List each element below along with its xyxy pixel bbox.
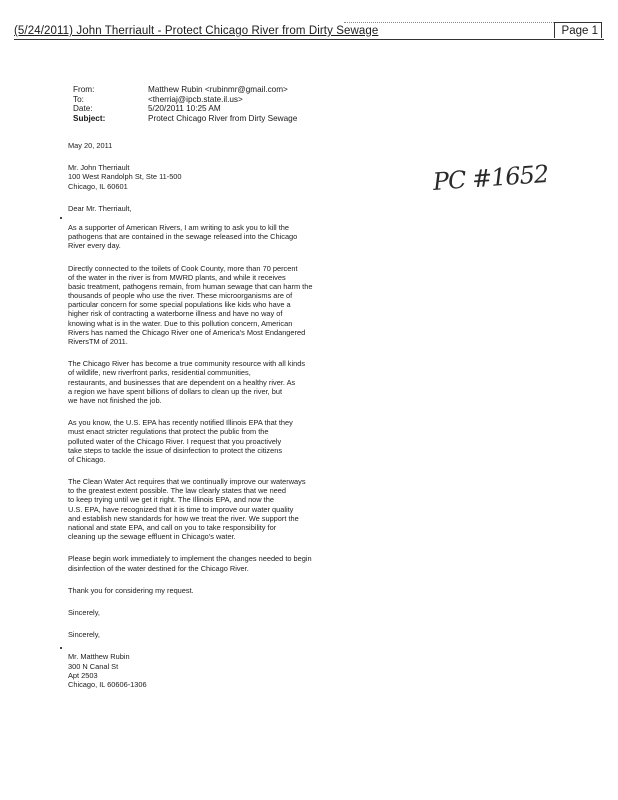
signature-line: Apt 2503: [68, 670, 98, 680]
date-label: Date:: [73, 104, 93, 114]
page-header: [14, 22, 604, 38]
paragraph-line: a region we have spent billions of dollars to clean up the river, but: [68, 386, 283, 396]
paragraph-line: pathogens that are contained in the sewage released into the Chicago: [68, 232, 298, 242]
subject-value: Protect Chicago River from Dirty Sewage: [148, 113, 298, 123]
closing: Sincerely,: [68, 630, 100, 640]
paragraph-line: Directly connected to the toilets of Cook County, more than 70 percent: [68, 263, 298, 273]
header-dotted-rule: [344, 22, 556, 23]
page-number: Page 1: [561, 25, 598, 37]
signature-line: Chicago, IL 60606-1306: [68, 679, 147, 689]
letter-body: [68, 141, 338, 689]
paragraph-line: national and state EPA, and call on you to take responsibility for: [68, 523, 277, 532]
paragraph-line: cleaning up the sewage effluent in Chicago's water.: [68, 532, 236, 542]
paragraph-line: we have not finished the job.: [68, 395, 162, 405]
closing: Sincerely,: [68, 607, 100, 617]
date-value: 5/20/2011 10:25 AM: [148, 104, 221, 114]
paragraph-line: of wildlife, new riverfront parks, residential communities,: [68, 368, 251, 378]
paragraph-line: disinfection of the water destined for the Chicago River.: [68, 563, 249, 573]
paragraph-line: Rivers has named the Chicago River one of America's Most Endangered: [68, 327, 306, 337]
paragraph-line: particular concern for some special populations like kids who have a: [68, 300, 291, 310]
paragraph-line: River every day.: [68, 241, 121, 251]
to-value: <therriaj@ipcb.state.il.us>: [148, 94, 243, 104]
paragraph-line: higher risk of contracting a waterborne illness and have no way of: [68, 309, 283, 319]
paragraph-line: knowing what is in the water. Due to this pollution concern, American: [68, 318, 293, 328]
paragraph-line: thousands of people who use the river. These microorganisms are of: [68, 291, 293, 301]
paragraph-line: take steps to tackle the issue of disinfection to protect the citizens: [68, 445, 283, 455]
bullet-mark: [60, 647, 62, 649]
from-label: From:: [73, 85, 95, 94]
paragraph-line: to the greatest extent possible. The law clearly states that we need: [68, 486, 287, 496]
paragraph-line: Please begin work immediately to implement the changes needed to begin: [68, 554, 312, 564]
address-line: 100 West Randolph St, Ste 11-500: [68, 172, 182, 182]
handwritten-note-text: PC #1652: [432, 159, 550, 196]
subject-label: Subject:: [73, 113, 106, 123]
paragraph-line: As a supporter of American Rivers, I am writing to ask you to kill the: [68, 222, 289, 232]
from-value: Matthew Rubin <rubinmr@gmail.com>: [148, 85, 288, 94]
bullet-mark: [60, 217, 62, 219]
paragraph-line: polluted water of the Chicago River. I request that you proactively: [68, 436, 282, 446]
paragraph-line: The Clean Water Act requires that we continually improve our waterways: [68, 477, 306, 487]
header-title: (5/24/2011) John Therriault - Protect Chicago River from Dirty Sewage: [14, 25, 379, 37]
paragraph-line: of the water in the river is from MWRD plants, and while it receives: [68, 272, 286, 282]
salutation: Dear Mr. Therriault,: [68, 203, 132, 213]
paragraph-line: RiversTM of 2011.: [68, 337, 128, 346]
paragraph-line: The Chicago River has become a true community resource with all kinds: [68, 359, 306, 369]
paragraph-line: U.S. EPA, have recognized that it is time to improve our water quality: [68, 504, 294, 514]
paragraph-line: and establish new standards for how we treat the river. We support the: [68, 513, 299, 523]
paragraph-line: basic treatment, pathogens remain, from human sewage that can harm the: [68, 281, 313, 291]
paragraph-line: Thank you for considering my request.: [68, 585, 194, 595]
paragraph-line: restaurants, and businesses that are dependent on a healthy river. As: [68, 377, 296, 387]
paragraph-line: must enact stricter regulations that protect the public from the: [68, 427, 269, 437]
paragraph-line: As you know, the U.S. EPA has recently notified Illinois EPA that they: [68, 418, 293, 428]
letter-date: May 20, 2011: [68, 141, 113, 150]
address-line: Chicago, IL 60601: [68, 181, 128, 191]
paragraph-line: to keep trying until we get it right. The Illinois EPA, and now the: [68, 495, 274, 505]
paragraph-line: of Chicago.: [68, 454, 106, 464]
to-label: To:: [73, 94, 84, 104]
signature-line: 300 N Canal St: [68, 661, 119, 671]
signature-line: Mr. Matthew Rubin: [68, 652, 130, 662]
header-rule: [14, 39, 604, 40]
handwritten-note: [432, 159, 562, 204]
address-line: Mr. John Therriault: [68, 163, 130, 173]
